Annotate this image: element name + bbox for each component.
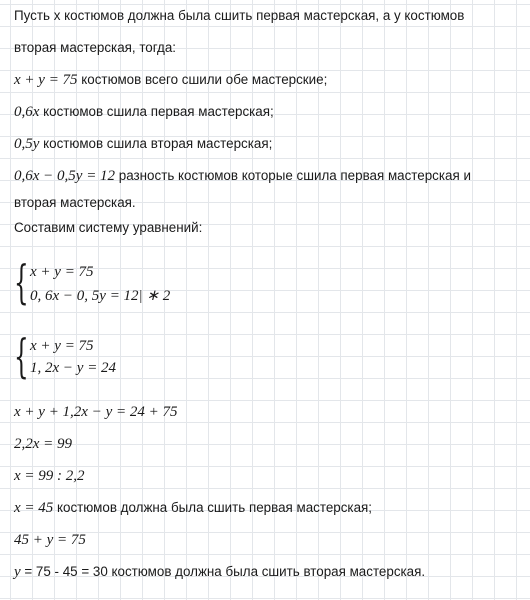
line-3-text: костюмов всего сшили обе мастерские;: [77, 72, 328, 87]
term-first-workshop: 0,6x: [14, 104, 40, 120]
line-5-text: костюмов сшила вторая мастерская;: [39, 136, 273, 151]
text-line-result-x: [14, 498, 524, 518]
system-2-equation-1: x + y = 75: [30, 338, 94, 354]
text-line-4: [14, 102, 524, 122]
result-y-variable: y: [14, 564, 21, 580]
system-1-equation-1: x + y = 75: [30, 264, 94, 280]
text-line-7: вторая мастерская.: [14, 195, 136, 210]
line-6-text: разность костюмов которые сшила первая мастерская и: [115, 168, 471, 183]
text-line-6: [14, 166, 524, 186]
equation-substitute: 45 + y = 75: [14, 532, 86, 548]
line-4-text: костюмов сшила первая мастерская;: [39, 104, 274, 119]
equation-add: x + y + 1,2x − y = 24 + 75: [14, 404, 178, 420]
equation-difference: 0,6x − 0,5y = 12: [14, 168, 116, 184]
equation-divide: x = 99 : 2,2: [14, 468, 85, 484]
text-line-result-y: [14, 562, 524, 582]
equation-sum: x + y = 75: [14, 72, 78, 88]
result-x: x = 45: [14, 500, 54, 516]
text-line-5: [14, 134, 524, 154]
text-line-3: [14, 70, 524, 90]
system-1-equation-2: 0, 6x − 0, 5y = 12| ∗ 2: [30, 288, 171, 304]
term-second-workshop: 0,5y: [14, 136, 40, 152]
text-line-2: вторая мастерская, тогда:: [14, 40, 177, 55]
system-2-equation-2: 1, 2x − y = 24: [30, 360, 117, 376]
left-brace: {: [14, 255, 29, 309]
result-x-text: костюмов должна была сшить первая мастерская;: [53, 500, 373, 515]
equation-simplified: 2,2x = 99: [14, 436, 73, 452]
text-line-8: Составим систему уравнений:: [14, 220, 203, 235]
left-brace: {: [14, 329, 29, 383]
text-line-1: Пусть x костюмов должна была сшить первая мастерская, а y костюмов: [14, 8, 465, 23]
result-y-text: = 75 - 45 = 30 костюмов должна была сшить вторая мастерская.: [20, 564, 426, 579]
